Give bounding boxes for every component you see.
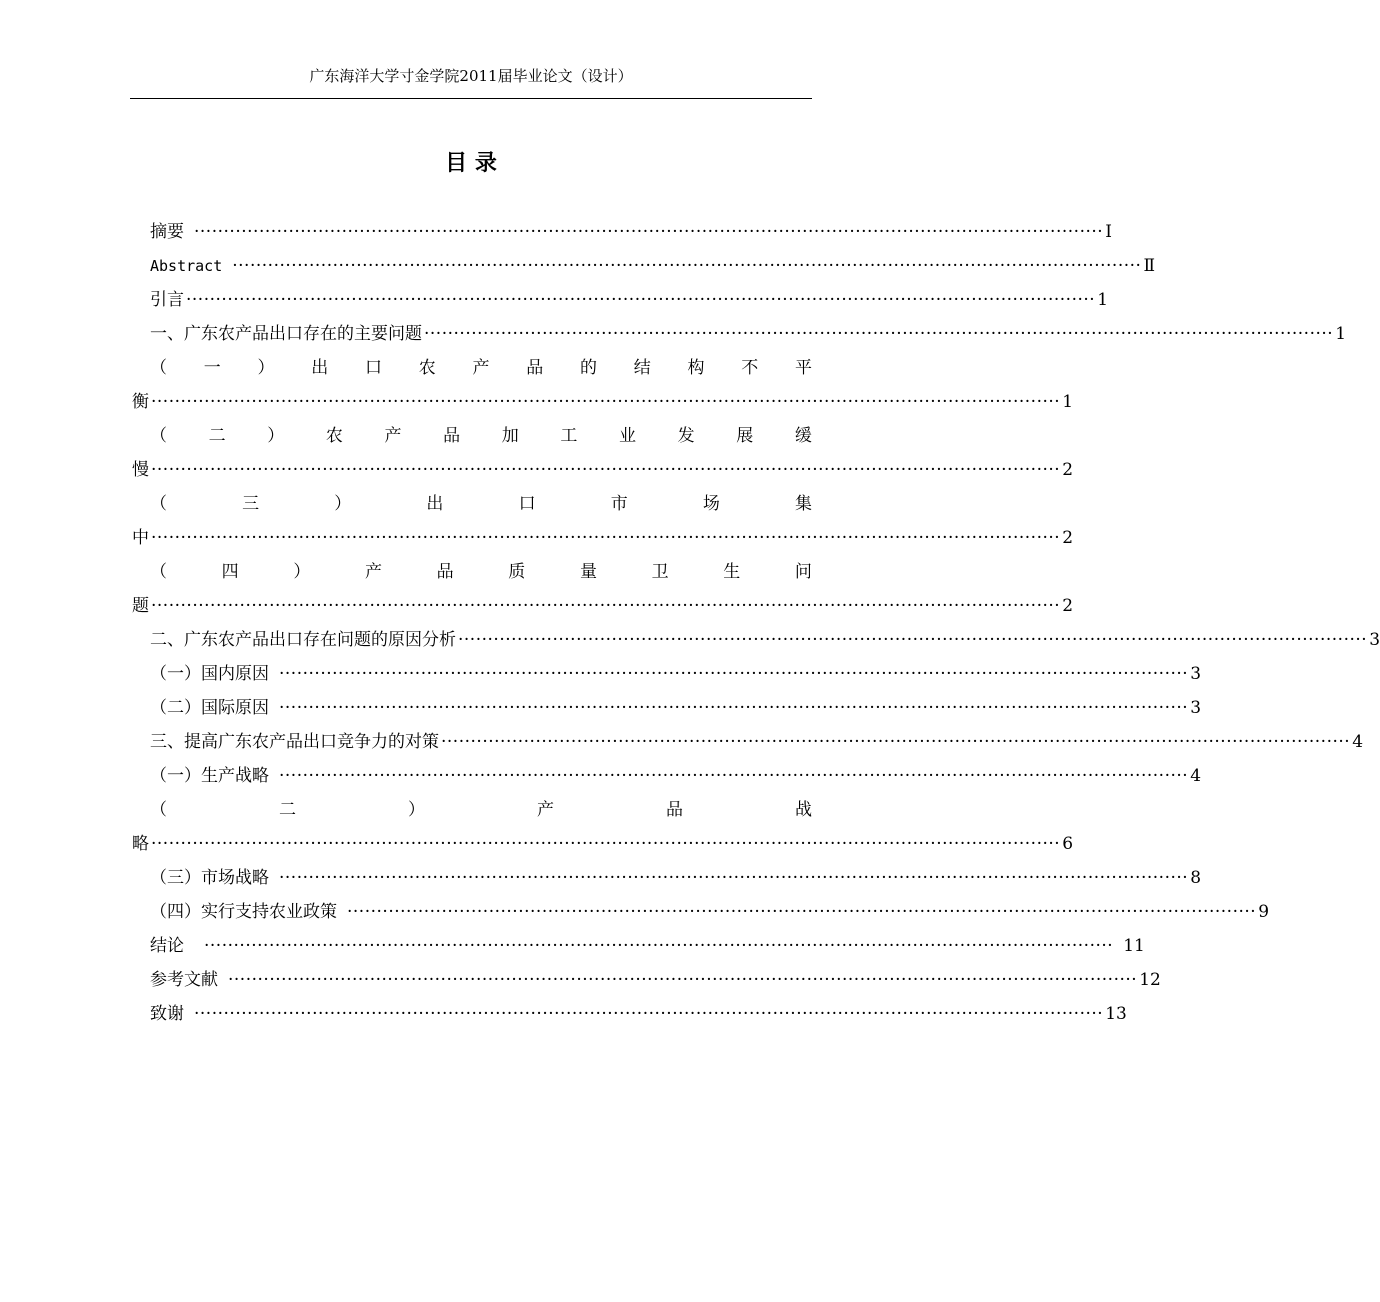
toc-leader: ·························································································································································· — [186, 290, 1096, 310]
toc-char: 四 — [221, 562, 239, 582]
toc-char: 口 — [518, 494, 536, 514]
toc-entry-text: 参考文献 — [150, 970, 218, 990]
toc-entry-1-3[interactable] — [150, 491, 812, 517]
toc-char: 量 — [579, 562, 597, 582]
toc-page-number: 3 — [1190, 698, 1202, 718]
toc-leader: ·························································································································································· — [151, 834, 1061, 854]
toc-char: 质 — [508, 562, 526, 582]
toc-char: 市 — [610, 494, 628, 514]
toc-char: 缓 — [794, 426, 812, 446]
toc-char: （ — [150, 358, 167, 378]
toc-leader: ·························································································································································· — [204, 936, 1114, 956]
toc-char: 构 — [687, 358, 705, 378]
toc-char: 三 — [242, 494, 260, 514]
toc-leader: ·························································································································································· — [279, 868, 1189, 888]
toc-char: 产 — [384, 426, 402, 446]
toc-leader: ·························································································································································· — [279, 766, 1189, 786]
toc-leader: ·························································································································································· — [232, 256, 1142, 276]
toc-char: （ — [150, 800, 167, 820]
toc-char: （ — [150, 426, 167, 446]
toc-entry-1-2-cont[interactable] — [132, 457, 1074, 483]
toc-leader: ·························································································································································· — [151, 460, 1061, 480]
toc-leader: ·························································································································································· — [347, 902, 1257, 922]
toc-page-number: 2 — [1062, 596, 1074, 616]
toc-char: ） — [408, 800, 425, 820]
toc-entry-3-2[interactable] — [150, 797, 812, 823]
running-header: 广东海洋大学寸金学院2011届毕业论文（设计） — [309, 67, 633, 85]
toc-entry-text: 中 — [132, 528, 149, 548]
toc-entry-text: 二、广东农产品出口存在问题的原因分析 — [150, 630, 456, 650]
toc-page-number: 13 — [1105, 1004, 1127, 1024]
toc-char: 平 — [795, 358, 812, 378]
toc-page-number: 12 — [1139, 970, 1161, 990]
toc-leader: ·························································································································································· — [279, 664, 1189, 684]
toc-leader: ·························································································································································· — [151, 392, 1061, 412]
toc-entry-chapter-2[interactable] — [150, 627, 1380, 653]
toc-page-number: 2 — [1062, 460, 1074, 480]
toc-leader: ·························································································································································· — [458, 630, 1368, 650]
toc-char: 产 — [472, 358, 490, 378]
toc-char: 口 — [365, 358, 382, 378]
toc-char: 出 — [426, 494, 444, 514]
toc-char: 农 — [325, 426, 343, 446]
toc-char: ） — [257, 358, 275, 378]
toc-page-number: Ⅱ — [1143, 256, 1155, 276]
toc-char: 品 — [436, 562, 454, 582]
toc-char: （ — [150, 562, 167, 582]
toc-page-number: 4 — [1190, 766, 1202, 786]
toc-page-number: 9 — [1258, 902, 1270, 922]
toc-char: 发 — [677, 426, 695, 446]
toc-char: 场 — [702, 494, 720, 514]
toc-entry-chapter-1[interactable] — [150, 321, 1347, 347]
toc-char: 加 — [501, 426, 519, 446]
toc-char: （ — [150, 494, 167, 514]
toc-entry-text: 结论 — [150, 936, 184, 956]
toc-page-number: 3 — [1190, 664, 1202, 684]
toc-char: 品 — [526, 358, 544, 378]
toc-char: 的 — [580, 358, 597, 378]
toc-entry-text: 题 — [132, 596, 149, 616]
toc-char: 战 — [795, 800, 812, 820]
toc-char: 生 — [723, 562, 741, 582]
toc-entry-1-1[interactable] — [150, 355, 812, 381]
toc-entry-text: 致谢 — [150, 1004, 184, 1024]
toc-page-number: 1 — [1097, 290, 1109, 310]
toc-page-number: 11 — [1123, 936, 1145, 956]
toc-entry-2-2[interactable] — [150, 695, 1202, 721]
toc-char: 农 — [418, 358, 436, 378]
toc-char: 问 — [794, 562, 812, 582]
toc-char: 不 — [741, 358, 759, 378]
toc-entry-text: 摘要 — [150, 222, 184, 242]
toc-page-number: 6 — [1062, 834, 1074, 854]
toc-entry-text: 慢 — [132, 460, 149, 480]
toc-entry-abstract-cn[interactable] — [150, 219, 1112, 245]
toc-page-number: 8 — [1190, 868, 1202, 888]
toc-entry-text: （一）国内原因 — [150, 664, 269, 684]
toc-entry-3-4[interactable] — [150, 899, 1270, 925]
toc-char: 品 — [666, 800, 683, 820]
toc-char: 集 — [794, 494, 812, 514]
toc-entry-3-3[interactable] — [150, 865, 1202, 891]
toc-leader: ·························································································································································· — [228, 970, 1138, 990]
toc-char: ） — [293, 562, 311, 582]
toc-char: 二 — [208, 426, 226, 446]
toc-entry-acknowledgements[interactable] — [150, 1001, 1127, 1027]
toc-page-number: 3 — [1369, 630, 1380, 650]
toc-char: 产 — [537, 800, 554, 820]
toc-page-number: 4 — [1352, 732, 1364, 752]
toc-char: 业 — [619, 426, 636, 446]
toc-char: 展 — [736, 426, 754, 446]
toc-entry-references[interactable] — [150, 967, 1161, 993]
toc-entry-abstract-en[interactable] — [150, 253, 1155, 279]
toc-entry-3-1[interactable] — [150, 763, 1202, 789]
toc-char: ） — [334, 494, 352, 514]
header-rule — [130, 98, 812, 99]
toc-leader: ·························································································································································· — [194, 222, 1104, 242]
toc-page-number: 2 — [1062, 528, 1074, 548]
toc-entry-1-3-cont[interactable] — [132, 525, 1074, 551]
toc-entry-text: （一）生产战略 — [150, 766, 269, 786]
toc-leader: ·························································································································································· — [441, 732, 1351, 752]
toc-page-number: Ⅰ — [1105, 222, 1112, 242]
toc-entry-text: 引言 — [150, 290, 184, 310]
toc-entry-1-4-cont[interactable] — [132, 593, 1074, 619]
toc-char: 工 — [560, 426, 578, 446]
toc-page-number: 1 — [1335, 324, 1347, 344]
toc-entry-3-2-cont[interactable] — [132, 831, 1074, 857]
toc-entry-1-4[interactable] — [150, 559, 812, 585]
toc-entry-1-2[interactable] — [150, 423, 812, 449]
toc-entry-text: 衡 — [132, 392, 149, 412]
toc-entry-chapter-3[interactable] — [150, 729, 1364, 755]
toc-leader: ·························································································································································· — [424, 324, 1334, 344]
toc-entry-text: 三、提高广东农产品出口竞争力的对策 — [150, 732, 439, 752]
toc-entry-text: （三）市场战略 — [150, 868, 269, 888]
toc-char: 一 — [203, 358, 221, 378]
toc-title: 目 录 — [445, 150, 497, 176]
toc-leader: ·························································································································································· — [151, 596, 1061, 616]
toc-page-number: 1 — [1062, 392, 1074, 412]
toc-char: 二 — [279, 800, 296, 820]
toc-char: 卫 — [651, 562, 669, 582]
toc-leader: ·························································································································································· — [194, 1004, 1104, 1024]
toc-entry-1-1-cont[interactable] — [132, 389, 1074, 415]
toc-entry-text: 一、广东农产品出口存在的主要问题 — [150, 324, 422, 344]
toc-char: 产 — [364, 562, 382, 582]
toc-char: ） — [267, 426, 285, 446]
toc-char: 结 — [633, 358, 651, 378]
toc-entry-conclusion[interactable] — [150, 933, 1145, 959]
toc-char: 出 — [311, 358, 329, 378]
toc-entry-intro[interactable] — [150, 287, 1109, 313]
toc-leader: ·························································································································································· — [279, 698, 1189, 718]
toc-entry-text: 略 — [132, 834, 149, 854]
toc-entry-text: （二）国际原因 — [150, 698, 269, 718]
toc-char: 品 — [443, 426, 461, 446]
toc-entry-text: （四）实行支持农业政策 — [150, 902, 337, 922]
toc-leader: ·························································································································································· — [151, 528, 1061, 548]
toc-entry-text: Abstract — [150, 257, 223, 275]
toc-entry-2-1[interactable] — [150, 661, 1202, 687]
